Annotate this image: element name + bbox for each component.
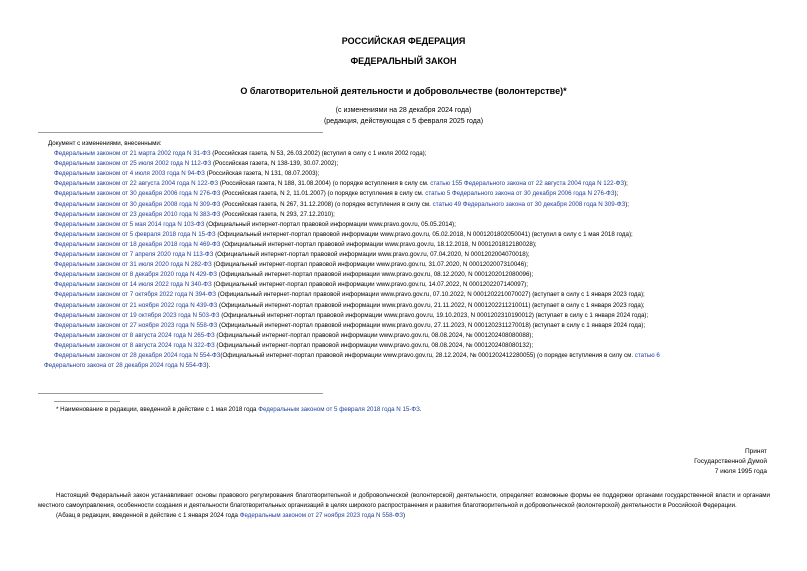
amendment-law-link[interactable]: Федеральным законом от 25 июля 2002 года N 112-ФЗ [54,160,212,168]
footnote [56,406,422,413]
body-paragraph: Настоящий Федеральный закон устанавливает основы правового регулирования благотворительной и добровольческой (волонтерской) деятельности, определяет возможные формы ее поддержки органами государственной власти и органами местного самоуправления, особенности создания и деятельности благотворительных организаций в целях широкого распространения и развития благотворительной и добровольческой (волонтерской) деятельности в Российской Федерации. [38,492,770,510]
amendment-note: (Официальный интернет-портал правовой информации www.pravo.gov.ru, 31.07.2020, N 0001202007310046); [211,261,528,269]
amendment-note: (Официальный интернет-портал правовой информации www.pravo.gov.ru, 18.12.2018, N 0001201812180028); [220,240,537,248]
amendment-item [48,179,776,189]
amendment-note: (Официальный интернет-портал правовой информации www.pravo.gov.ru, 08.08.2024, № 0001202408080088); [214,331,534,339]
amendment-note: (Официальный интернет-портал правовой информации www.pravo.gov.ru, 05.05.2014); [204,220,456,228]
amendment-law-link[interactable]: Федеральным законом от 14 июля 2022 года N 340-ФЗ [54,281,212,289]
amendment-item [48,290,776,300]
amendment-law-link[interactable]: Федеральным законом от 23 декабря 2010 года N 383-ФЗ [54,210,221,218]
amendment-item [48,149,776,159]
amendment-law-link[interactable]: Федеральным законом от 31 июля 2020 года N 282-ФЗ [54,261,212,269]
amendment-item [44,351,776,371]
adopted-body: Государственной Думой [694,458,767,465]
body-note-tail: ) [403,512,406,520]
body-note-link[interactable]: Федеральным законом от 27 ноября 2023 года N 558-ФЗ [239,512,404,520]
amendment-item [48,210,776,220]
amendment-item [48,250,776,260]
amended-note: (с изменениями на 28 декабря 2024 года) [335,107,472,114]
amendment-article-link[interactable]: статью 6 [634,351,660,359]
law-body [38,491,770,522]
amendments-heading: Документ с изменениями, внесенными: [48,140,162,147]
amendment-item [48,260,776,270]
amendment-law-link[interactable]: Федеральным законом от 22 августа 2004 года N 122-ФЗ [54,180,219,188]
amendment-note: (Официальный интернет-портал правовой информации www.pravo.gov.ru, 21.11.2022, N 0001202211210011) (вступает в силу с 1 января 2023 года); [217,301,645,309]
amendment-law-link[interactable]: Федеральным законом от 8 августа 2024 года N 322-ФЗ [54,341,215,349]
amendment-item [48,240,776,250]
amendment-law-link[interactable]: Федеральным законом от 30 декабря 2006 года N 276-ФЗ [54,190,221,198]
amendment-article-link[interactable]: статью 155 Федерального закона от 22 августа 2004 года N 122-ФЗ [430,180,625,188]
footnote-link[interactable]: Федеральным законом от 5 февраля 2018 года N 15-ФЗ [258,406,420,413]
amendment-item [48,200,776,210]
amendment-note: (Российская газета, N 53, 26.03.2002) (вступил в силу с 1 июля 2002 года); [210,150,427,158]
amendment-item [48,159,776,169]
amendment-tail: ); [614,190,619,198]
body-note [38,511,770,521]
amendment-note: (Российская газета, N 138-139, 30.07.2002); [211,160,339,168]
divider-top [38,132,323,133]
amendment-note: (Официальный интернет-портал правовой информации www.pravo.gov.ru, 27.11.2023, N 0001202311270018) (вступает в силу с 1 января 2024 года); [217,321,646,329]
amendments-list [48,149,776,351]
amendment-item [48,301,776,311]
amendment-note: (Российская газета, N 131, 08.07.2003); [204,170,320,178]
amendment-note: (Официальный интернет-портал правовой информации www.pravo.gov.ru, 07.04.2020, N 0001202004070018); [213,251,530,259]
amendment-tail: ). [206,362,211,370]
amendment-item [48,321,776,331]
amendment-note: (Российская газета, N 267, 31.12.2008) (о порядке вступления в силу см. [220,200,433,208]
amendment-note: (Российская газета, N 293, 27.12.2010); [220,210,335,218]
amendment-law-link[interactable]: Федеральным законом от 7 октября 2022 года N 394-ФЗ [54,291,217,299]
amendment-note: (Российская газета, N 2, 11.01.2007) (о порядке вступления в силу см. [220,190,426,198]
amendment-note: (Официальный интернет-портал правовой информации www.pravo.gov.ru, 08.12.2020, N 0001202012080096); [216,271,534,279]
amendment-item [48,230,776,240]
amendment-law-link[interactable]: Федеральным законом от 21 ноября 2022 года N 439-ФЗ [54,301,218,309]
amendment-article-link[interactable]: статью 5 Федерального закона от 30 декабря 2006 года N 276-ФЗ [425,190,615,198]
amendment-item [48,189,776,199]
doc-type-heading: ФЕДЕРАЛЬНЫЙ ЗАКОН [350,56,457,66]
amendment-law-link[interactable]: Федеральным законом от 30 декабря 2008 года N 309-ФЗ [54,200,221,208]
amendment-article-link[interactable]: статью 49 Федерального закона от 30 декабря 2008 года N 309-ФЗ [432,200,626,208]
amendment-law-link[interactable]: Федеральным законом от 4 июля 2003 года N 94-ФЗ [54,170,205,178]
adopted-label: Принят [744,448,767,455]
amendment-law-link[interactable]: Федеральным законом от 19 октября 2023 года N 503-ФЗ [54,311,220,319]
amendment-law-link[interactable]: Федеральным законом от 18 декабря 2018 года N 469-ФЗ [54,240,221,248]
footnote-text: * Наименование в редакции, введенной в действие с 1 мая 2018 года [56,406,259,413]
amendment-law-link[interactable]: Федеральным законом от 21 марта 2002 года N 31-ФЗ [54,150,211,158]
footnote-tail: . [419,406,422,413]
divider-bottom [38,393,323,394]
body-note-text: (Абзац в редакции, введенной в действие с 1 января 2024 года [56,512,240,520]
edition-note: (редакция, действующая с 5 февраля 2025 года) [323,118,484,125]
country-heading: РОССИЙСКАЯ ФЕДЕРАЦИЯ [341,36,466,46]
amendment-tail: ); [625,200,630,208]
amendment-note: (Официальный интернет-портал правовой информации www.pravo.gov.ru, 14.07.2022, N 0001202207140097); [211,281,528,289]
amendment-law-link[interactable]: Федеральным законом от 7 апреля 2020 года N 113-ФЗ [54,251,214,259]
amendment-note: (Официальный интернет-портал правовой информации www.pravo.gov.ru, 28.12.2024, № 0001202412280055) (о порядке вступления в силу см. [220,351,635,359]
amendment-law-link[interactable]: Федеральным законом от 8 декабря 2020 года N 429-ФЗ [54,271,217,279]
amendment-law-link[interactable]: Федеральным законом от 8 августа 2024 года N 265-ФЗ [54,331,215,339]
amendment-item [48,331,776,341]
amendment-law-link[interactable]: Федеральным законом от 5 мая 2014 года N 103-ФЗ [54,220,205,228]
amendment-note: (Официальный интернет-портал правовой информации www.pravo.gov.ru, 07.10.2022, N 0001202210070027) (вступает в силу с 1 января 2023 года); [216,291,645,299]
amendment-note: (Российская газета, N 188, 31.08.2004) (о порядке вступления в силу см. [218,180,431,188]
amendment-item [48,169,776,179]
amendment-law-link[interactable]: Федеральным законом от 28 декабря 2024 года N 554-ФЗ [54,351,221,359]
amendment-law-link[interactable]: Федеральным законом от 27 ноября 2023 года N 558-ФЗ [54,321,218,329]
amendments-block [44,139,776,371]
amendment-item [48,311,776,321]
footnote-divider [54,401,120,402]
amendment-item [48,280,776,290]
amendment-item [48,270,776,280]
adopted-date: 7 июля 1995 года [714,468,767,475]
adoption-block [627,447,767,477]
amendment-note: (Официальный интернет-портал правовой информации www.pravo.gov.ru, 08.08.2024, № 0001202408080132); [214,341,534,349]
document-title: О благотворительной деятельности и добровольчестве (волонтерстве)* [240,86,567,96]
amendment-note: (Официальный интернет-портал правовой информации www.pravo.gov.ru, 05.02.2018, N 0001201802050041) (вступил в силу с 1 мая 2018 года); [215,230,633,238]
amendment-item [48,220,776,230]
amendment-law-link[interactable]: Федеральным законом от 5 февраля 2018 года N 15-ФЗ [54,230,216,238]
amendment-note: (Официальный интернет-портал правовой информации www.pravo.gov.ru, 19.10.2023, N 0001202310190012) (вступает в силу с 1 января 2024 года); [219,311,649,319]
amendment-tail: ); [624,180,628,188]
amendment-article-link-cont[interactable]: Федерального закона от 28 декабря 2024 года N 554-ФЗ [44,362,207,370]
amendment-item [48,341,776,351]
